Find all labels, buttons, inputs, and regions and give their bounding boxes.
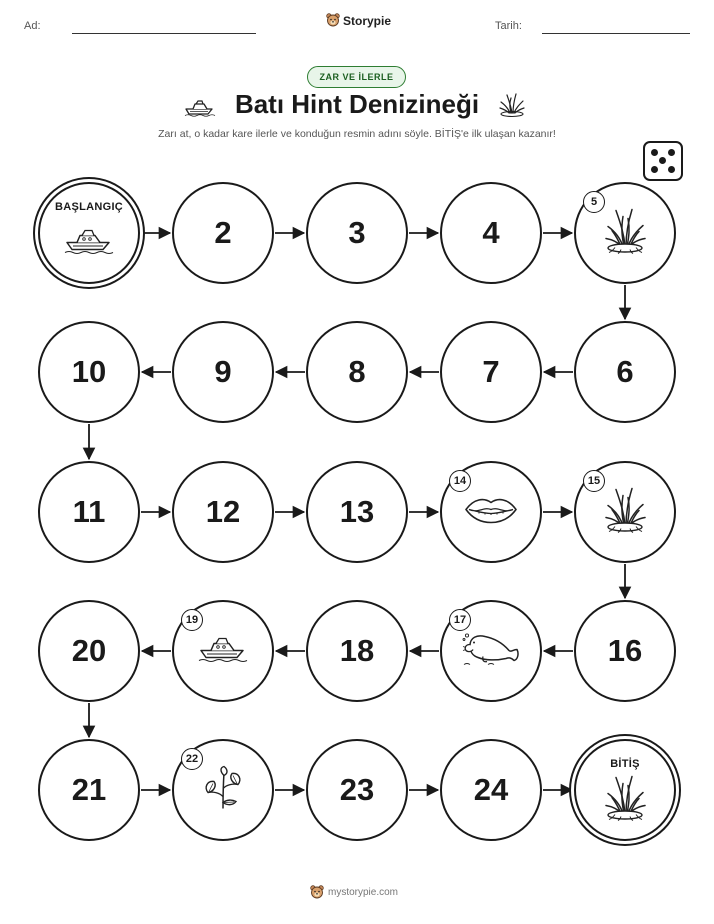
- board-space: [574, 321, 676, 423]
- start-label: BAŞLANGIÇ: [54, 201, 124, 213]
- date-label: Tarih:: [495, 20, 522, 32]
- page-title: Batı Hint Denizineği: [234, 89, 480, 119]
- bear-logo-icon: [310, 885, 324, 900]
- space-number: 23: [339, 772, 375, 807]
- instructions: Zarı at, o kadar kare ilerle ve konduğun resmin adını söyle. BİTİŞ'e ilk ulaşan kazanır!: [158, 128, 556, 140]
- finish-label: BİTİŞ: [610, 758, 640, 770]
- board-space: [574, 600, 676, 702]
- seagrass-icon: [603, 773, 647, 826]
- space-number: 15: [583, 470, 605, 492]
- board-space: [440, 321, 542, 423]
- seagrass-icon: [603, 486, 647, 539]
- space-number: 12: [205, 494, 241, 529]
- activity-badge: ZAR VE İLERLE: [307, 66, 406, 88]
- boat-icon: [64, 225, 114, 260]
- space-number: 9: [214, 354, 232, 389]
- space-number: 3: [348, 215, 366, 250]
- footer-url: mystorypie.com: [328, 887, 399, 898]
- start-space: [38, 182, 140, 284]
- space-number: 10: [71, 354, 107, 389]
- board-space: [306, 182, 408, 284]
- footer: [310, 885, 398, 900]
- board-space: [38, 600, 140, 702]
- space-number: 17: [449, 609, 471, 631]
- space-number: 22: [181, 748, 203, 770]
- space-number: 20: [71, 633, 107, 668]
- seagrass-icon: [603, 207, 647, 260]
- board-space: [440, 600, 542, 702]
- brand-name: Storypie: [343, 13, 392, 28]
- board-space: [38, 739, 140, 841]
- space-number: 21: [71, 772, 107, 807]
- board-space: [306, 321, 408, 423]
- board-space: [172, 461, 274, 563]
- space-number: 6: [616, 354, 634, 389]
- space-number: 2: [214, 215, 232, 250]
- board-space: [172, 321, 274, 423]
- board-space: [306, 739, 408, 841]
- board-space: [172, 739, 274, 841]
- board-space: [574, 182, 676, 284]
- space-number: 13: [339, 494, 375, 529]
- board-space: [440, 461, 542, 563]
- board-space: [306, 600, 408, 702]
- space-number: 4: [482, 215, 500, 250]
- leaves-icon: [203, 765, 243, 816]
- board-space: [38, 321, 140, 423]
- board-space: [440, 182, 542, 284]
- lips-icon: [464, 496, 518, 529]
- space-number: 16: [607, 633, 643, 668]
- space-number: 19: [181, 609, 203, 631]
- board-space: [440, 739, 542, 841]
- name-label: Ad:: [24, 20, 41, 32]
- space-number: 18: [339, 633, 375, 668]
- board-space: [38, 461, 140, 563]
- finish-space: [574, 739, 676, 841]
- boat-icon: [198, 634, 248, 669]
- space-number: 14: [449, 470, 471, 492]
- space-number: 11: [72, 494, 106, 529]
- board-space: [574, 461, 676, 563]
- board-space: [306, 461, 408, 563]
- manatee-icon: [461, 631, 521, 672]
- board-space: [172, 182, 274, 284]
- board-space: [172, 600, 274, 702]
- space-number: 7: [482, 354, 500, 389]
- space-number: 8: [348, 354, 366, 389]
- space-number: 24: [473, 772, 509, 807]
- space-number: 5: [583, 191, 605, 213]
